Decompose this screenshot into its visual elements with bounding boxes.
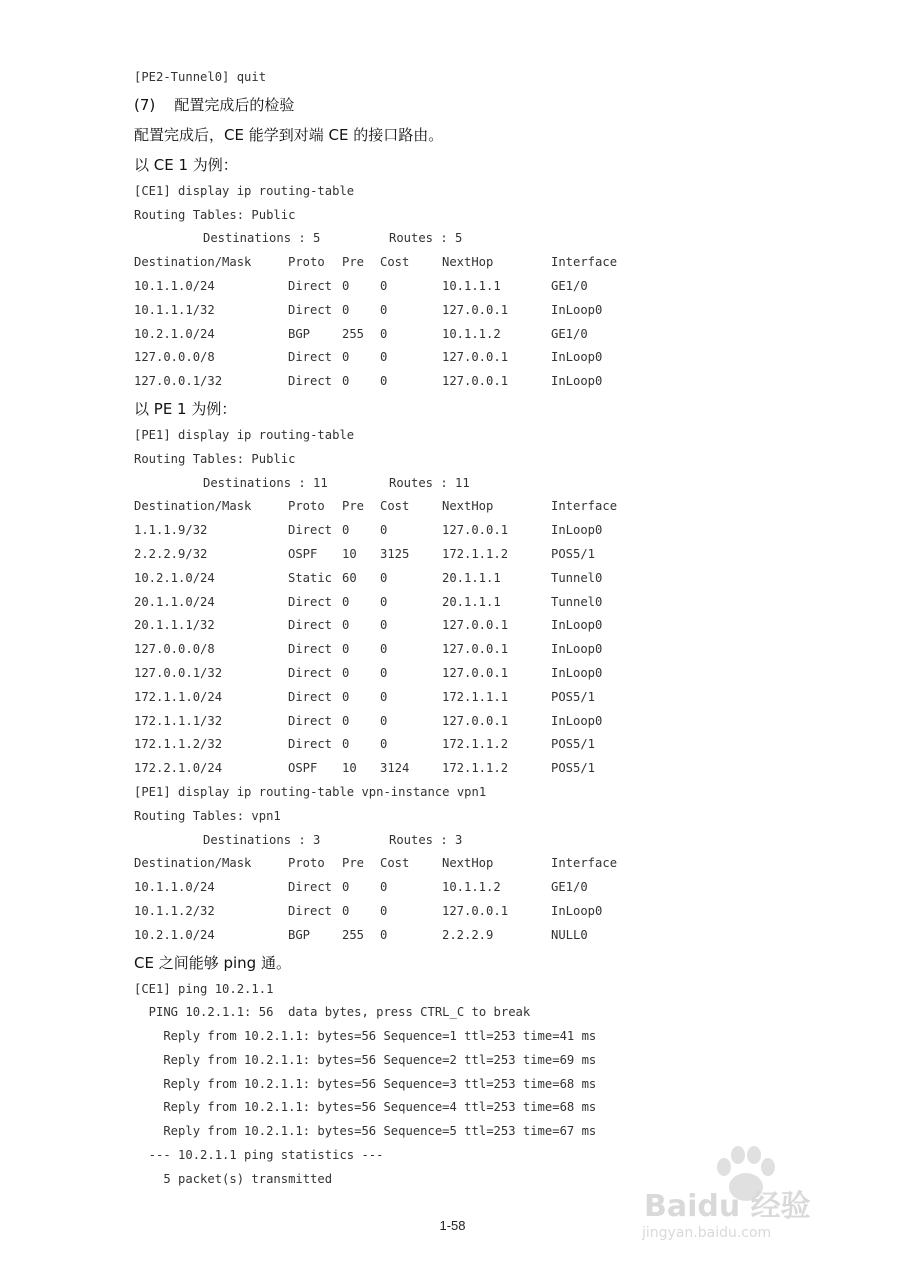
table-row — [134, 567, 834, 591]
cell-interface: InLoop0 — [551, 642, 603, 657]
cell-destination: 172.1.1.0/24 — [134, 689, 223, 704]
cell-interface: POS5/1 — [551, 761, 596, 776]
cell-cost: 0 — [380, 618, 388, 633]
ce1-routing-output — [134, 180, 834, 394]
cell-destination: 127.0.0.0/8 — [134, 350, 215, 365]
column-header: Destination/Mask — [134, 255, 252, 270]
column-header: Destination/Mask — [134, 499, 252, 514]
table-row — [134, 519, 834, 543]
cell-pre: 0 — [342, 350, 350, 365]
column-header: Pre — [342, 499, 365, 514]
cell-cost: 0 — [380, 665, 388, 680]
cell-pre: 0 — [342, 523, 350, 538]
cell-proto: OSPF — [288, 761, 318, 776]
cell-proto: Direct — [288, 618, 333, 633]
cell-cost: 0 — [380, 903, 388, 918]
table-row — [134, 757, 834, 781]
cell-proto: Static — [288, 570, 333, 585]
table-row — [134, 900, 834, 924]
cell-proto: Direct — [288, 350, 333, 365]
cell-destination: 10.1.1.1/32 — [134, 302, 215, 317]
cell-pre: 0 — [342, 374, 350, 389]
cell-interface: POS5/1 — [551, 737, 596, 752]
destinations-count: Destinations : 5 — [203, 231, 321, 246]
cell-proto: BGP — [288, 326, 311, 341]
routing-tables-label: Routing Tables: Public — [134, 207, 296, 222]
column-header: Cost — [380, 255, 410, 270]
cell-destination: 10.2.1.0/24 — [134, 570, 215, 585]
column-header: Proto — [288, 856, 325, 871]
table-header-row — [134, 495, 834, 519]
column-header: Destination/Mask — [134, 856, 252, 871]
cell-interface: NULL0 — [551, 927, 588, 942]
cell-proto: BGP — [288, 927, 311, 942]
table-row — [134, 710, 834, 734]
cell-nexthop: 127.0.0.1 — [442, 642, 509, 657]
routing-tables-label: Routing Tables: vpn1 — [134, 808, 281, 823]
cell-pre: 0 — [342, 302, 350, 317]
destinations-routes-line — [134, 472, 834, 496]
ping-reply: Reply from 10.2.1.1: bytes=56 Sequence=5 ttl=253 time=67 ms — [134, 1124, 597, 1139]
cell-pre: 255 — [342, 927, 365, 942]
cell-nexthop: 10.1.1.2 — [442, 326, 501, 341]
routes-count: Routes : 11 — [389, 475, 470, 490]
cell-interface: InLoop0 — [551, 618, 603, 633]
cell-nexthop: 172.1.1.1 — [442, 689, 509, 704]
destinations-count: Destinations : 11 — [203, 475, 328, 490]
cell-destination: 10.1.1.0/24 — [134, 880, 215, 895]
cell-destination: 2.2.2.9/32 — [134, 546, 208, 561]
command-line: [CE1] display ip routing-table — [134, 183, 355, 198]
cell-proto: Direct — [288, 713, 333, 728]
cell-destination: 127.0.0.1/32 — [134, 665, 223, 680]
cell-destination: 10.2.1.0/24 — [134, 927, 215, 942]
cell-cost: 0 — [380, 713, 388, 728]
cell-destination: 20.1.1.1/32 — [134, 618, 215, 633]
cell-nexthop: 127.0.0.1 — [442, 302, 509, 317]
cell-destination: 172.1.1.2/32 — [134, 737, 223, 752]
cell-proto: Direct — [288, 689, 333, 704]
cell-destination: 127.0.0.0/8 — [134, 642, 215, 657]
cell-cost: 0 — [380, 278, 388, 293]
table-row — [134, 591, 834, 615]
table-row — [134, 323, 834, 347]
cell-proto: Direct — [288, 665, 333, 680]
cell-cost: 3125 — [380, 546, 410, 561]
cell-nexthop: 20.1.1.1 — [442, 570, 501, 585]
cell-nexthop: 172.1.1.2 — [442, 546, 509, 561]
page-content — [134, 66, 834, 1192]
column-header: NextHop — [442, 856, 494, 871]
pe1-routing-output — [134, 424, 834, 781]
cell-nexthop: 2.2.2.9 — [442, 927, 494, 942]
cell-interface: InLoop0 — [551, 665, 603, 680]
cell-cost: 0 — [380, 880, 388, 895]
table-row — [134, 876, 834, 900]
cell-destination: 172.2.1.0/24 — [134, 761, 223, 776]
column-header: Cost — [380, 499, 410, 514]
cell-cost: 0 — [380, 737, 388, 752]
paragraph: 配置完成后，CE 能学到对端 CE 的接口路由。 — [134, 125, 444, 144]
column-header: Pre — [342, 255, 365, 270]
cell-pre: 0 — [342, 689, 350, 704]
cell-cost: 0 — [380, 927, 388, 942]
cell-nexthop: 10.1.1.1 — [442, 278, 501, 293]
cell-cost: 0 — [380, 326, 388, 341]
cell-nexthop: 20.1.1.1 — [442, 594, 501, 609]
cell-cost: 0 — [380, 350, 388, 365]
baidu-watermark — [640, 1145, 860, 1265]
watermark-brand: Baidu 经验 — [644, 1189, 811, 1224]
cell-proto: Direct — [288, 278, 333, 293]
cell-cost: 0 — [380, 594, 388, 609]
destinations-routes-line — [134, 829, 834, 853]
column-header: Pre — [342, 856, 365, 871]
column-header: Interface — [551, 255, 618, 270]
table-row — [134, 614, 834, 638]
table-row — [134, 924, 834, 948]
cell-cost: 0 — [380, 523, 388, 538]
column-header: Cost — [380, 856, 410, 871]
cell-pre: 0 — [342, 278, 350, 293]
cell-interface: InLoop0 — [551, 713, 603, 728]
ping-header: PING 10.2.1.1: 56 data bytes, press CTRL_C to break — [134, 1005, 531, 1020]
cell-interface: Tunnel0 — [551, 570, 603, 585]
destinations-routes-line — [134, 227, 834, 251]
table-row — [134, 370, 834, 394]
ping-reply: Reply from 10.2.1.1: bytes=56 Sequence=3 ttl=253 time=68 ms — [134, 1076, 597, 1091]
column-header: Proto — [288, 499, 325, 514]
cell-interface: InLoop0 — [551, 374, 603, 389]
cell-proto: Direct — [288, 594, 333, 609]
cell-pre: 0 — [342, 903, 350, 918]
cell-nexthop: 172.1.1.2 — [442, 737, 509, 752]
cell-cost: 3124 — [380, 761, 410, 776]
cell-proto: Direct — [288, 903, 333, 918]
routing-tables-label: Routing Tables: Public — [134, 451, 296, 466]
cell-nexthop: 127.0.0.1 — [442, 374, 509, 389]
section-heading: (7) 配置完成后的检验 — [134, 95, 295, 114]
cell-destination: 1.1.1.9/32 — [134, 523, 208, 538]
page-number: 1-58 — [439, 1218, 466, 1233]
table-header-row — [134, 852, 834, 876]
cell-pre: 10 — [342, 761, 357, 776]
cell-cost: 0 — [380, 374, 388, 389]
cell-proto: OSPF — [288, 546, 318, 561]
pe1-vpn-routing-output — [134, 781, 834, 948]
cell-destination: 10.1.1.0/24 — [134, 278, 215, 293]
cell-proto: Direct — [288, 374, 333, 389]
ping-reply: Reply from 10.2.1.1: bytes=56 Sequence=2 ttl=253 time=69 ms — [134, 1052, 597, 1067]
cell-proto: Direct — [288, 880, 333, 895]
cell-nexthop: 127.0.0.1 — [442, 523, 509, 538]
column-header: Interface — [551, 499, 618, 514]
cell-destination: 10.2.1.0/24 — [134, 326, 215, 341]
cell-pre: 60 — [342, 570, 357, 585]
routes-count: Routes : 3 — [389, 832, 463, 847]
cell-pre: 0 — [342, 737, 350, 752]
table-row — [134, 638, 834, 662]
ping-statistics: --- 10.2.1.1 ping statistics --- — [134, 1148, 384, 1163]
cell-nexthop: 10.1.1.2 — [442, 880, 501, 895]
cell-pre: 0 — [342, 618, 350, 633]
cell-cost: 0 — [380, 570, 388, 585]
cell-cost: 0 — [380, 642, 388, 657]
table-row — [134, 686, 834, 710]
cell-destination: 20.1.1.0/24 — [134, 594, 215, 609]
table-row — [134, 733, 834, 757]
cell-destination: 10.1.1.2/32 — [134, 903, 215, 918]
command-line: [PE2-Tunnel0] quit — [134, 70, 267, 84]
cell-nexthop: 127.0.0.1 — [442, 350, 509, 365]
cell-proto: Direct — [288, 737, 333, 752]
watermark-url: jingyan.baidu.com — [642, 1225, 772, 1241]
table-row — [134, 275, 834, 299]
cell-interface: InLoop0 — [551, 350, 603, 365]
command-line: [PE1] display ip routing-table vpn-instance vpn1 — [134, 784, 487, 799]
paragraph: 以 CE 1 为例： — [134, 155, 238, 174]
cell-pre: 0 — [342, 880, 350, 895]
column-header: Proto — [288, 255, 325, 270]
cell-cost: 0 — [380, 689, 388, 704]
column-header: NextHop — [442, 255, 494, 270]
cell-destination: 127.0.0.1/32 — [134, 374, 223, 389]
cell-destination: 172.1.1.1/32 — [134, 713, 223, 728]
cell-interface: Tunnel0 — [551, 594, 603, 609]
column-header: NextHop — [442, 499, 494, 514]
cell-nexthop: 127.0.0.1 — [442, 713, 509, 728]
paragraph: 以 PE 1 为例： — [134, 399, 237, 418]
cell-nexthop: 127.0.0.1 — [442, 618, 509, 633]
cell-interface: GE1/0 — [551, 326, 588, 341]
cell-interface: GE1/0 — [551, 278, 588, 293]
ping-reply: Reply from 10.2.1.1: bytes=56 Sequence=4 ttl=253 time=68 ms — [134, 1100, 597, 1115]
cell-pre: 0 — [342, 642, 350, 657]
cell-nexthop: 127.0.0.1 — [442, 665, 509, 680]
cell-interface: InLoop0 — [551, 302, 603, 317]
cell-interface: InLoop0 — [551, 903, 603, 918]
table-row — [134, 299, 834, 323]
cell-pre: 10 — [342, 546, 357, 561]
cell-proto: Direct — [288, 642, 333, 657]
cell-interface: POS5/1 — [551, 689, 596, 704]
packets-transmitted: 5 packet(s) transmitted — [134, 1171, 333, 1186]
paragraph: CE 之间能够 ping 通。 — [134, 953, 291, 972]
ping-reply: Reply from 10.2.1.1: bytes=56 Sequence=1 ttl=253 time=41 ms — [134, 1029, 597, 1044]
cell-pre: 0 — [342, 594, 350, 609]
cell-pre: 0 — [342, 665, 350, 680]
table-row — [134, 662, 834, 686]
table-header-row — [134, 251, 834, 275]
cell-interface: GE1/0 — [551, 880, 588, 895]
column-header: Interface — [551, 856, 618, 871]
cell-nexthop: 127.0.0.1 — [442, 903, 509, 918]
cell-interface: InLoop0 — [551, 523, 603, 538]
destinations-count: Destinations : 3 — [203, 832, 321, 847]
cell-proto: Direct — [288, 302, 333, 317]
cell-interface: POS5/1 — [551, 546, 596, 561]
table-row — [134, 543, 834, 567]
cell-nexthop: 172.1.1.2 — [442, 761, 509, 776]
table-row — [134, 346, 834, 370]
cell-proto: Direct — [288, 523, 333, 538]
routes-count: Routes : 5 — [389, 231, 463, 246]
cell-cost: 0 — [380, 302, 388, 317]
cell-pre: 0 — [342, 713, 350, 728]
command-line: [PE1] display ip routing-table — [134, 427, 355, 442]
command-line: [CE1] ping 10.2.1.1 — [134, 981, 274, 996]
cell-pre: 255 — [342, 326, 365, 341]
